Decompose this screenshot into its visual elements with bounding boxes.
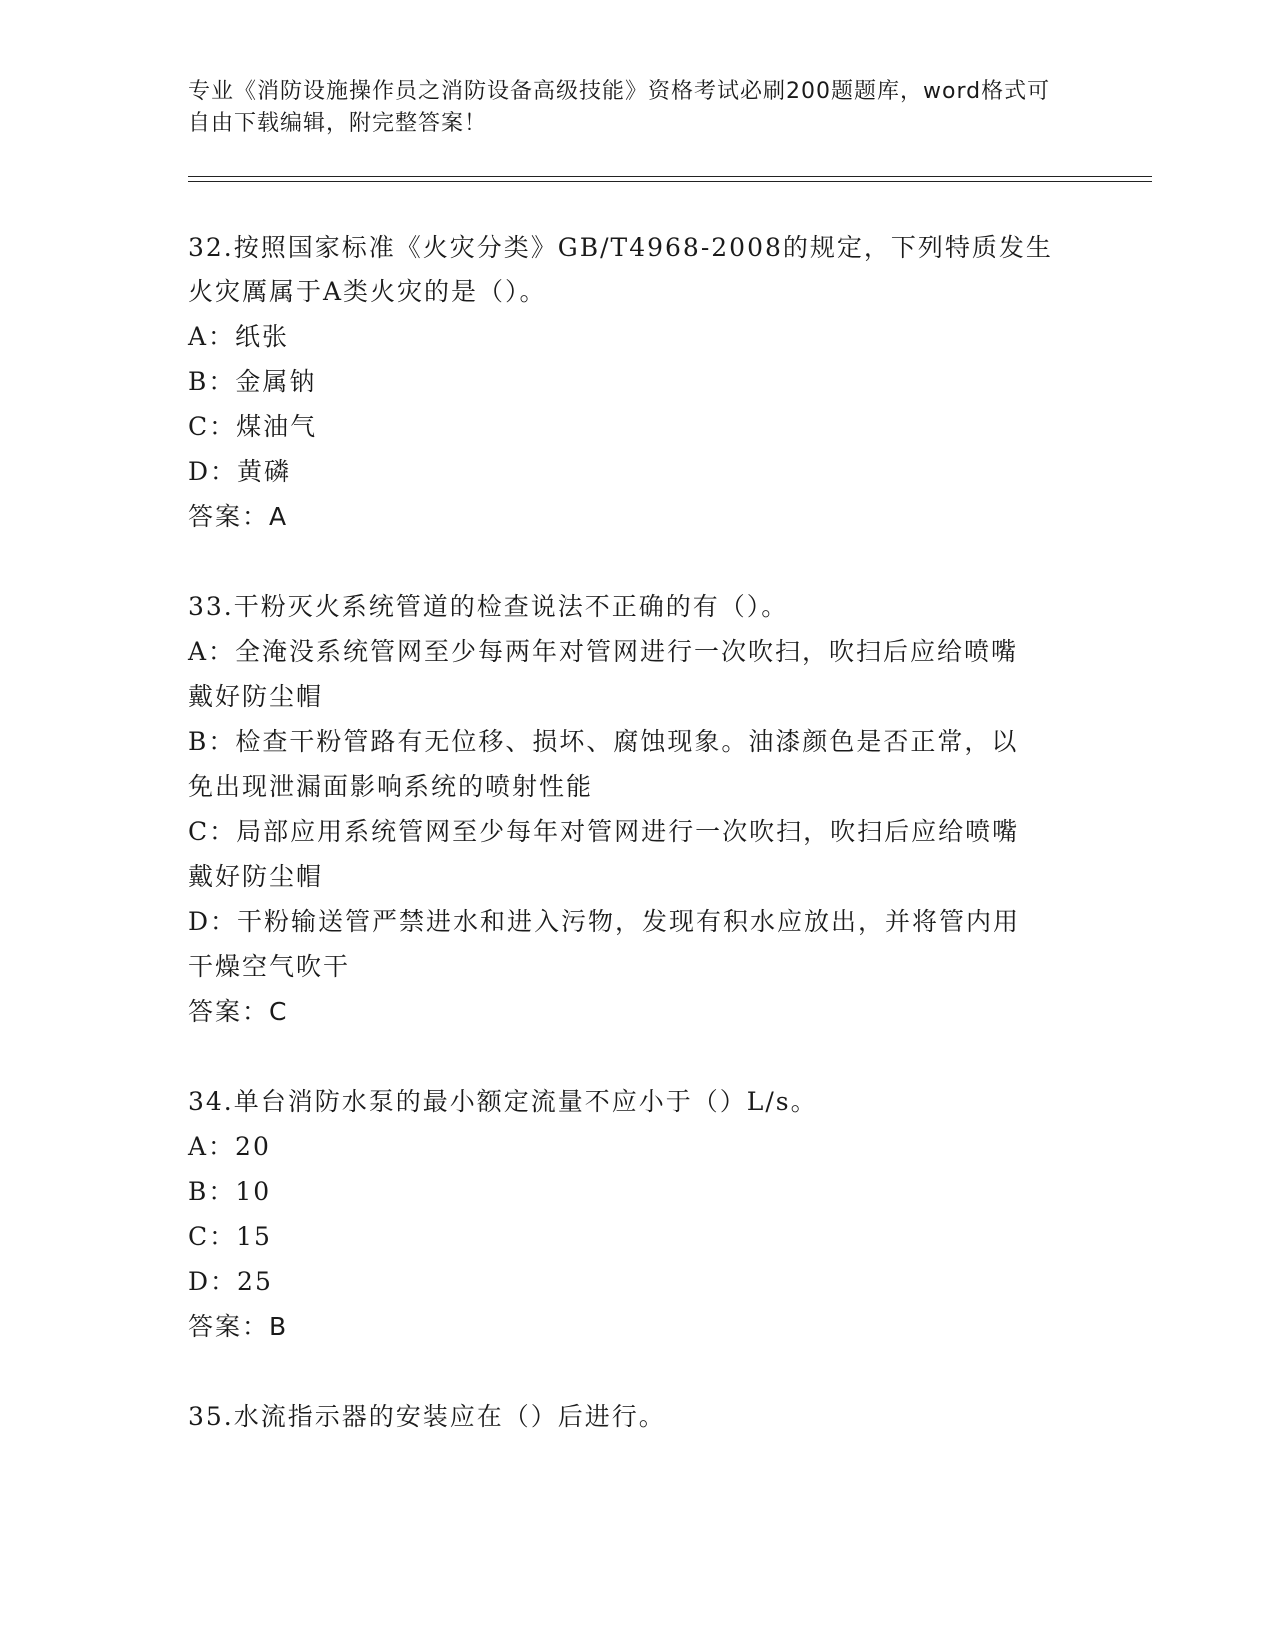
header-rule-top (188, 176, 1152, 177)
question-32-stem-line-2: 火灾厲属于A类火灾的是（）。 (188, 277, 547, 306)
question-33-stem-line-1: 33.干粉灭火系统管道的检查说法不正确的有（）。 (188, 592, 789, 621)
question-32-option-d: D：黄磷 (188, 457, 292, 486)
question-32-option-c: C：煤油气 (188, 412, 318, 441)
question-33-option-d-line-1: D：干粉输送管严禁进水和进入污物，发现有积水应放出，并将管内用 (188, 907, 1021, 936)
question-34-answer: 答案：B (188, 1312, 289, 1341)
question-32-stem-line-1: 32.按照国家标准《火灾分类》GB/T4968-2008的规定，下列特质发生 (188, 233, 1053, 262)
document-header: 专业《消防设施操作员之消防设备高级技能》资格考试必刷200题题库，word格式可自由下载编辑，附完整答案！ (188, 79, 1051, 136)
question-34-option-c: C：15 (188, 1222, 272, 1251)
question-34-option-b: B：10 (188, 1177, 272, 1206)
question-33-option-a-line-2: 戴好防尘帽 (188, 682, 324, 711)
question-33-option-d-line-2: 干燥空气吹干 (188, 952, 351, 981)
question-34-stem-line-1: 34.单台消防水泵的最小额定流量不应小于（）L/s。 (188, 1087, 818, 1116)
question-33-option-c-line-2: 戴好防尘帽 (188, 862, 324, 891)
question-34-option-d: D：25 (188, 1267, 273, 1296)
question-32-answer: 答案：A (188, 502, 289, 531)
question-33-option-b-line-1: B：检查干粉管路有无位移、损坏、腐蚀现象。油漆颜色是否正常，以 (188, 727, 1019, 756)
question-34-option-a: A：20 (188, 1132, 271, 1161)
question-33-option-a-line-1: A：全淹没系统管网至少每两年对管网进行一次吹扫，吹扫后应给喷嘴 (188, 637, 1019, 666)
question-32-option-a: A：纸张 (188, 322, 290, 351)
question-33-option-b-line-2: 免出现泄漏面影响系统的喷射性能 (188, 772, 594, 801)
question-35-stem-line-1: 35.水流指示器的安装应在（）后进行。 (188, 1402, 666, 1431)
question-32-option-b: B：金属钠 (188, 367, 317, 396)
question-33-answer: 答案：C (188, 997, 289, 1026)
header-rule-bottom (188, 181, 1152, 182)
question-33-option-c-line-1: C：局部应用系统管网至少每年对管网进行一次吹扫，吹扫后应给喷嘴 (188, 817, 1020, 846)
